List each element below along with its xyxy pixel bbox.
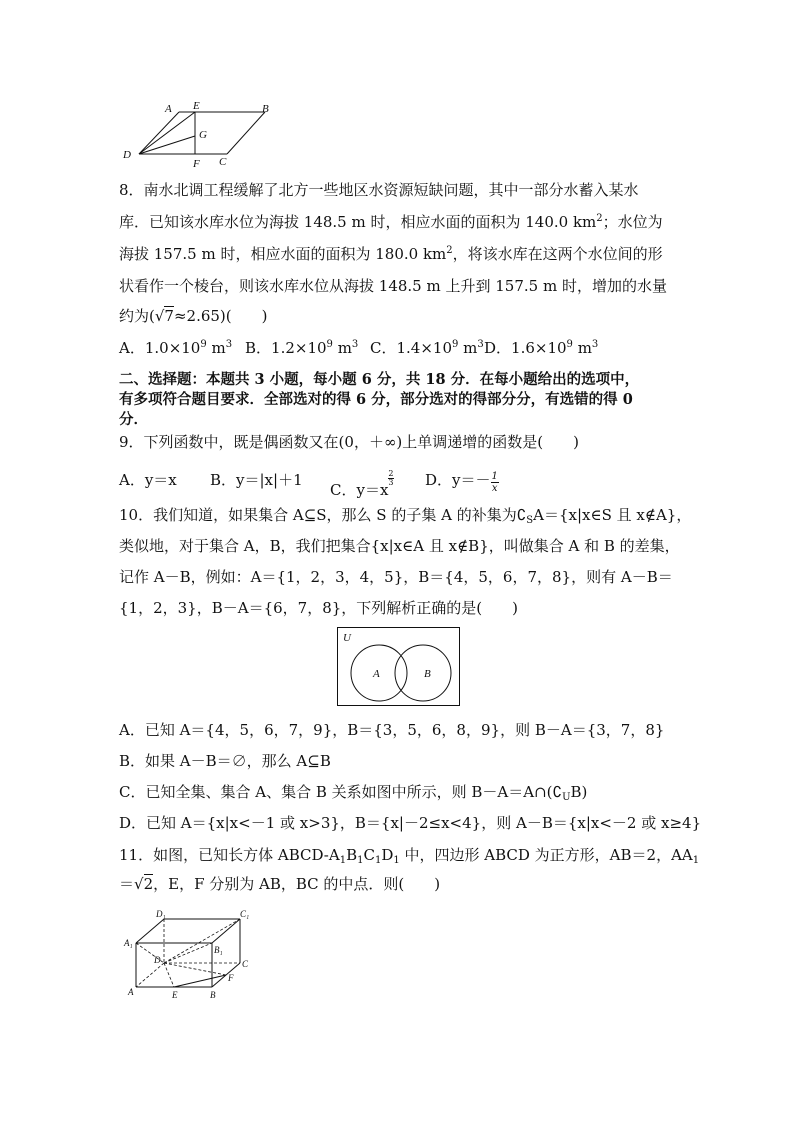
label-B: B: [210, 990, 216, 1000]
section2-line3: 分．: [119, 411, 148, 428]
venn-label-A: A: [373, 668, 380, 680]
q11-line2: ＝√2，E，F 分别为 AB，BC 的中点．则( ): [119, 875, 441, 893]
q10-option-c: C．已知全集、集合 A、集合 B 关系如图中所示，则 $B-A=A\cap(∁_UB)$: [119, 783, 588, 803]
q10-line2: 类似地，对于集合 A，B，我们把集合{x|x∈A 且 x∉B}，叫做集合 A 和 B 的差集，: [119, 537, 680, 555]
q10-option-a: A．已知 A＝{4，5，6，7，9}，B＝{3，5，6，8，9}，则 B－A＝{3，7，8}: [119, 721, 665, 739]
label-F: F: [193, 158, 200, 170]
section2-line2: 有多项符合题目要求．全部选对的得 6 分，部分选对的得部分分，有选错的得 0: [119, 391, 633, 408]
q8-option-a: A．$1.0\times 10^9$ $m^3$: [119, 339, 233, 357]
cuboid-figure: [120, 905, 270, 1005]
q8-option-c: C．$1.4\times 10^9$ $m^3$: [370, 339, 484, 357]
label-F: F: [228, 973, 234, 983]
label-A1: A₁: [124, 938, 133, 948]
q9-option-d: D．y＝－ $\frac{1}{x}$: [425, 471, 498, 494]
label-D: D: [154, 955, 161, 965]
q8-line3: 海拔 157.5 m 时，相应水面的面积为 180.0 $km^2$，将该水库在这两个水位间的形: [119, 245, 663, 263]
label-A: A: [165, 103, 172, 115]
q10-option-b: B．如果 A－B＝∅，那么 A⊆B: [119, 752, 331, 770]
label-D: D: [123, 149, 131, 161]
venn-diagram: [337, 627, 461, 707]
q8-line5: 约为(√7≈2.65)( ): [119, 307, 268, 325]
q10-option-d: D．已知 A＝{x|x<－1 或 x>3}，B＝{x|－2≤x<4}，则 A－B＝{x|x<－2 或 x≥4}: [119, 814, 702, 832]
q9-option-b: B．y＝|x|＋1: [210, 471, 303, 489]
q11-line1: 11．如图，已知长方体 ABCD-$A_1B_1C_1D_1$ 中，四边形 ABCD 为正方形，AB＝2，$AA_1$: [119, 846, 700, 866]
label-E: E: [193, 100, 200, 112]
label-G: G: [199, 129, 207, 141]
q8-option-b: B．$1.2\times 10^9$ $m^3$: [245, 339, 359, 357]
label-B1: B₁: [214, 945, 223, 955]
q10-line4: {1，2，3}，B－A＝{6，7，8}，下列解析正确的是( ): [119, 599, 518, 617]
sqrt-symbol: √: [154, 307, 165, 325]
label-E: E: [172, 990, 178, 1000]
label-C: C: [219, 156, 227, 168]
q10-line1: 10．我们知道，如果集合 A⊆S，那么 S 的子集 A 的补集为$∁_SA=\{x|x\in S$ 且 x∉A}，: [119, 506, 692, 526]
label-D1: D₁: [156, 909, 166, 919]
q9-option-a: A．y＝x: [119, 471, 177, 489]
venn-label-B: B: [424, 668, 431, 680]
q10-line3: 记作 A－B，例如：A＝{1，2，3，4，5}，B＝{4，5，6，7，8}，则有 A－B＝: [119, 568, 673, 586]
q9-stem: 9．下列函数中，既是偶函数又在(0，＋∞)上单调递增的函数是( ): [119, 433, 579, 451]
venn-label-U: U: [343, 632, 351, 644]
label-C1: C₁: [240, 909, 250, 919]
parallelogram-figure: [115, 100, 295, 170]
label-B: B: [262, 103, 269, 115]
sqrt-symbol: √: [134, 875, 144, 893]
label-A: A: [128, 987, 134, 997]
q8-line1: 8．南水北调工程缓解了北方一些地区水资源短缺问题，其中一部分水蓄入某水: [119, 181, 639, 199]
q8-line2: 库．已知该水库水位为海拔 148.5 m 时，相应水面的面积为 140.0 $km^2$；水位为: [119, 213, 663, 231]
section2-line1: 二、选择题：本题共 3 小题，每小题 6 分，共 18 分．在每小题给出的选项中，: [119, 371, 640, 388]
q9-option-c: C．y＝x $\frac{2}{3}$: [330, 469, 394, 499]
label-C: C: [242, 959, 249, 969]
q8-line4: 状看作一个棱台，则该水库水位从海拔 148.5 m 上升到 157.5 m 时，增加的水量: [119, 277, 667, 295]
q8-option-d: D．$1.6\times 10^9$ $m^3$: [484, 339, 599, 357]
